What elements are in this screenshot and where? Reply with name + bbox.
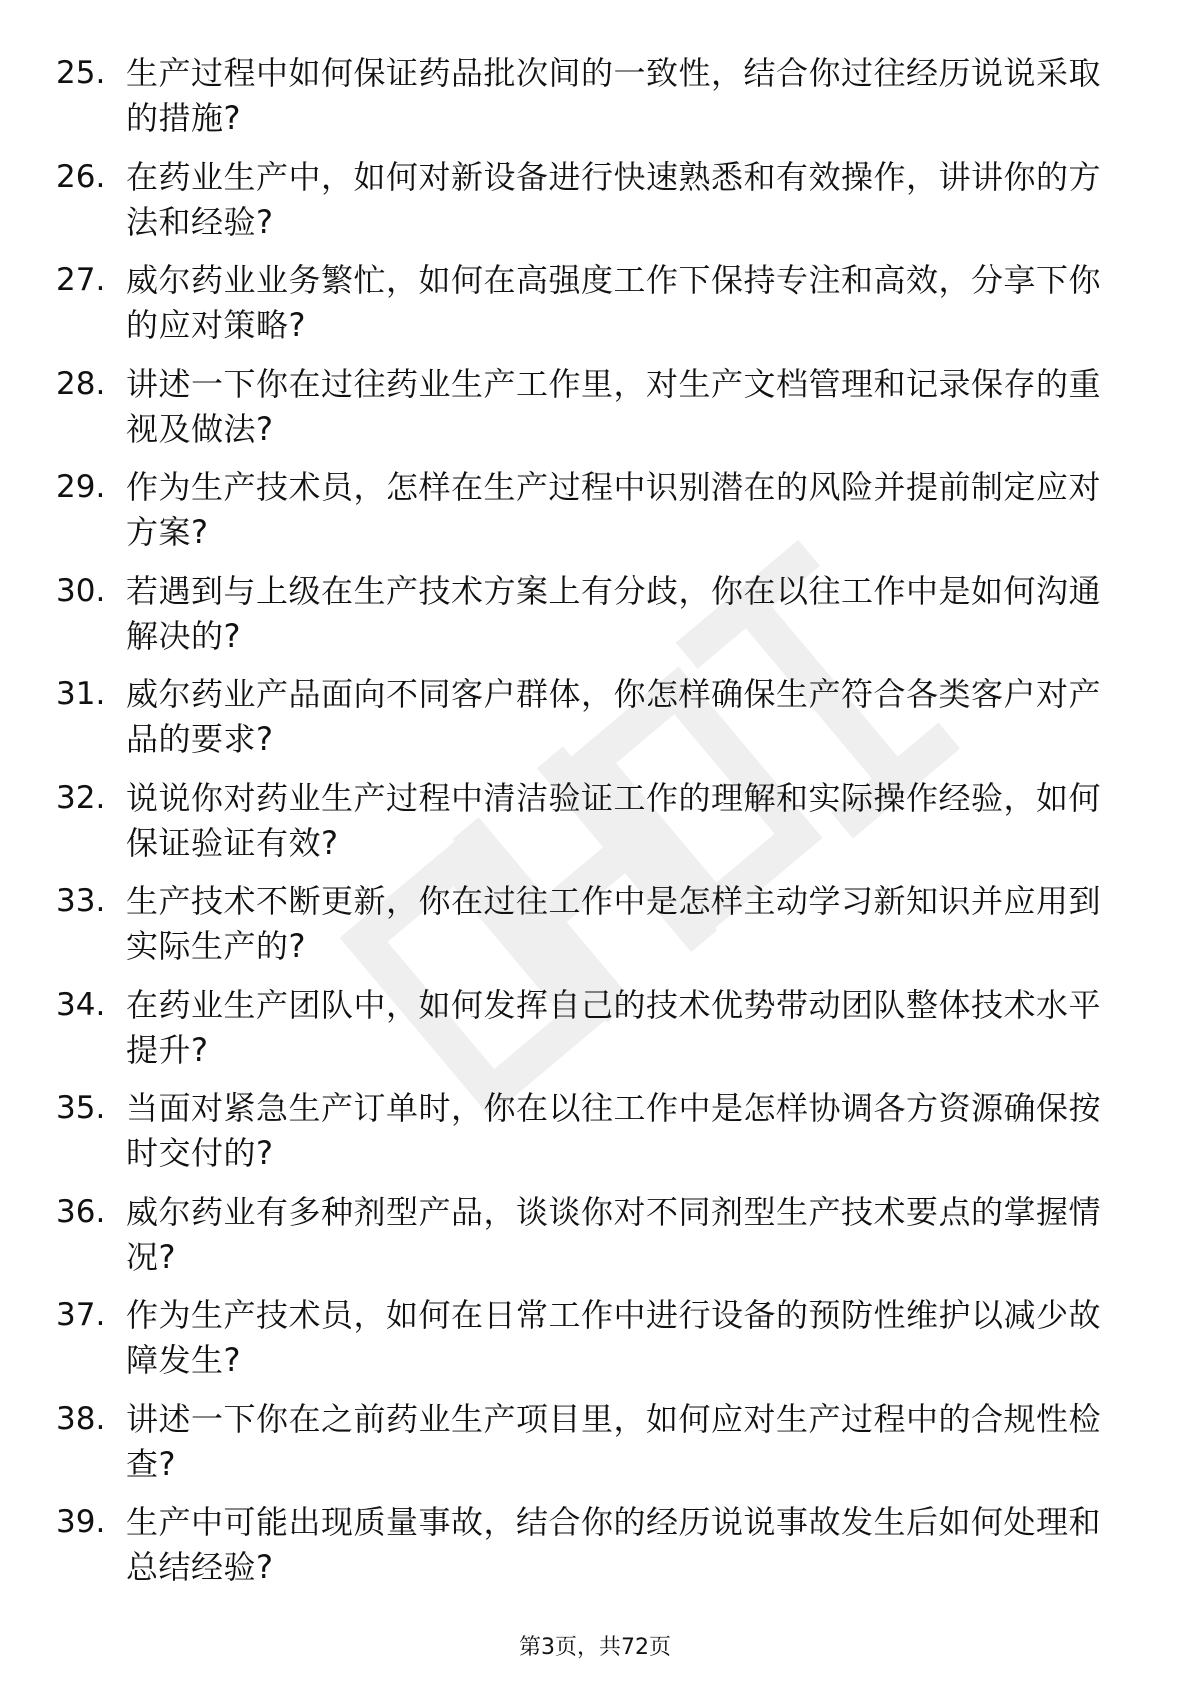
question-text: 生产过程中如何保证药品批次间的一致性，结合你过往经历说说采取的措施? bbox=[126, 54, 1102, 137]
question-item bbox=[56, 359, 1116, 463]
page-number-label: 第3页，共72页 bbox=[519, 1635, 671, 1660]
question-number: 32. bbox=[56, 779, 106, 816]
page-footer bbox=[0, 1630, 1190, 1661]
question-number: 35. bbox=[56, 1090, 106, 1126]
question-text: 威尔药业业务繁忙，如何在高强度工作下保持专注和高效，分享下你的应对策略? bbox=[126, 261, 1102, 344]
question-text: 生产技术不断更新，你在过往工作中是怎样主动学习新知识并应用到实际生产的? bbox=[126, 882, 1102, 965]
question-number: 37. bbox=[56, 1297, 106, 1333]
question-text: 讲述一下你在过往药业生产工作里，对生产文档管理和记录保存的重视及做法? bbox=[126, 364, 1102, 448]
question-item bbox=[56, 48, 1116, 152]
question-item bbox=[56, 980, 1116, 1084]
question-number: 36. bbox=[56, 1193, 106, 1230]
question-text: 作为生产技术员，如何在日常工作中进行设备的预防性维护以减少故障发生? bbox=[126, 1296, 1102, 1379]
question-text: 若遇到与上级在生产技术方案上有分歧，你在以往工作中是如何沟通解决的? bbox=[126, 571, 1102, 655]
question-item bbox=[56, 566, 1116, 670]
question-text: 在药业生产中，如何对新设备进行快速熟悉和有效操作，讲讲你的方法和经验? bbox=[126, 157, 1102, 241]
question-item bbox=[56, 1394, 1116, 1498]
question-text: 生产中可能出现质量事故，结合你的经历说说事故发生后如何处理和总结经验? bbox=[126, 1503, 1102, 1586]
question-item bbox=[56, 255, 1116, 359]
question-number: 30. bbox=[56, 572, 106, 609]
question-number: 27. bbox=[56, 262, 106, 298]
question-list bbox=[56, 48, 1116, 1601]
question-number: 33. bbox=[56, 883, 106, 919]
question-item bbox=[56, 876, 1116, 980]
question-text: 当面对紧急生产订单时，你在以往工作中是怎样协调各方资源确保按时交付的? bbox=[126, 1089, 1102, 1172]
question-text: 威尔药业有多种剂型产品，谈谈你对不同剂型生产技术要点的掌握情况? bbox=[126, 1192, 1102, 1276]
question-number: 29. bbox=[56, 469, 106, 505]
question-item bbox=[56, 152, 1116, 256]
question-text: 在药业生产团队中，如何发挥自己的技术优势带动团队整体技术水平提升? bbox=[126, 985, 1102, 1069]
question-text: 讲述一下你在之前药业生产项目里，如何应对生产过程中的合规性检查? bbox=[126, 1399, 1102, 1483]
question-number: 31. bbox=[56, 676, 106, 712]
question-item bbox=[56, 1290, 1116, 1394]
question-text: 说说你对药业生产过程中清洁验证工作的理解和实际操作经验，如何保证验证有效? bbox=[126, 778, 1102, 862]
question-number: 26. bbox=[56, 158, 106, 195]
question-number: 39. bbox=[56, 1504, 106, 1540]
question-number: 25. bbox=[56, 55, 106, 91]
question-number: 38. bbox=[56, 1400, 106, 1437]
question-text: 作为生产技术员，怎样在生产过程中识别潜在的风险并提前制定应对方案? bbox=[126, 468, 1102, 551]
question-item bbox=[56, 1187, 1116, 1291]
question-text: 威尔药业产品面向不同客户群体，你怎样确保生产符合各类客户对产品的要求? bbox=[126, 675, 1102, 758]
question-item bbox=[56, 669, 1116, 773]
question-item bbox=[56, 462, 1116, 566]
question-item bbox=[56, 773, 1116, 877]
question-number: 28. bbox=[56, 365, 106, 402]
question-item bbox=[56, 1083, 1116, 1187]
question-number: 34. bbox=[56, 986, 106, 1023]
question-item bbox=[56, 1497, 1116, 1601]
